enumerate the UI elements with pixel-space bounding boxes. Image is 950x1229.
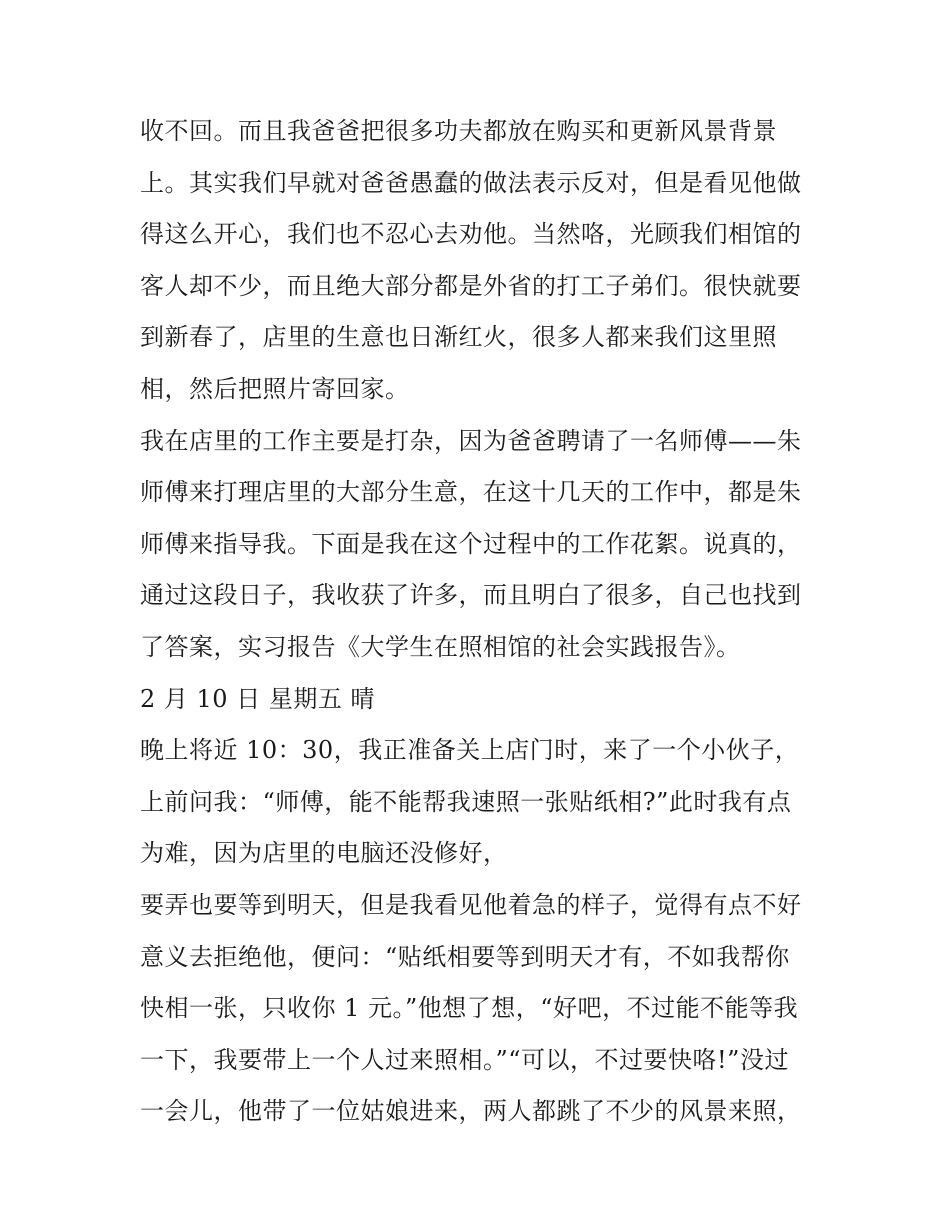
text-line: 师傅来打理店里的大部分生意，在这十几天的工作中，都是朱	[140, 478, 802, 507]
text-line: 上。其实我们早就对爸爸愚蠢的做法表示反对，但是看见他做	[140, 168, 802, 197]
document-body	[140, 106, 820, 1138]
text-line: 通过这段日子，我收获了许多，而且明白了很多，自己也找到	[140, 581, 802, 610]
text-line: 我在店里的工作主要是打杂，因为爸爸聘请了一名师傅——朱	[140, 426, 802, 455]
text-line: 上前问我：“师傅，能不能帮我速照一张贴纸相?”此时我有点	[140, 787, 792, 816]
text-line: 收不回。而且我爸爸把很多功夫都放在购买和更新风景背景	[140, 117, 777, 145]
text-line: 到新春了，店里的生意也日渐红火，很多人都来我们这里照	[140, 323, 777, 352]
text-line: 师傅来指导我。下面是我在这个过程中的工作花絮。说真的，	[140, 529, 802, 558]
text-line: 了答案，实习报告《大学生在照相馆的社会实践报告》。	[140, 632, 741, 661]
text-line: 相，然后把照片寄回家。	[140, 374, 410, 403]
text-line: 一会儿，他带了一位姑娘进来，两人都跳了不少的风景来照，	[140, 1097, 802, 1126]
text-line: 要弄也要等到明天，但是我看见他着急的样子，觉得有点不好	[140, 890, 802, 919]
text-line: 晚上将近 10：30，我正准备关上店门时，来了一个小伙子，	[140, 736, 800, 765]
date-heading: 2 月 10 日 星期五 晴	[140, 684, 375, 713]
text-line: 一下，我要带上一个人过来照相。”“可以，不过要快咯!”没过	[140, 1045, 789, 1074]
text-line: 快相一张，只收你 1 元。”他想了想，“好吧，不过能不能等我	[140, 994, 799, 1023]
text-line: 客人却不少，而且绝大部分都是外省的打工子弟们。很快就要	[140, 271, 802, 300]
text-line: 得这么开心，我们也不忍心去劝他。当然咯，光顾我们相馆的	[140, 220, 802, 249]
text-line: 意义去拒绝他，便问：“贴纸相要等到明天才有，不如我帮你	[140, 942, 790, 971]
text-line: 为难，因为店里的电脑还没修好，	[140, 839, 508, 868]
